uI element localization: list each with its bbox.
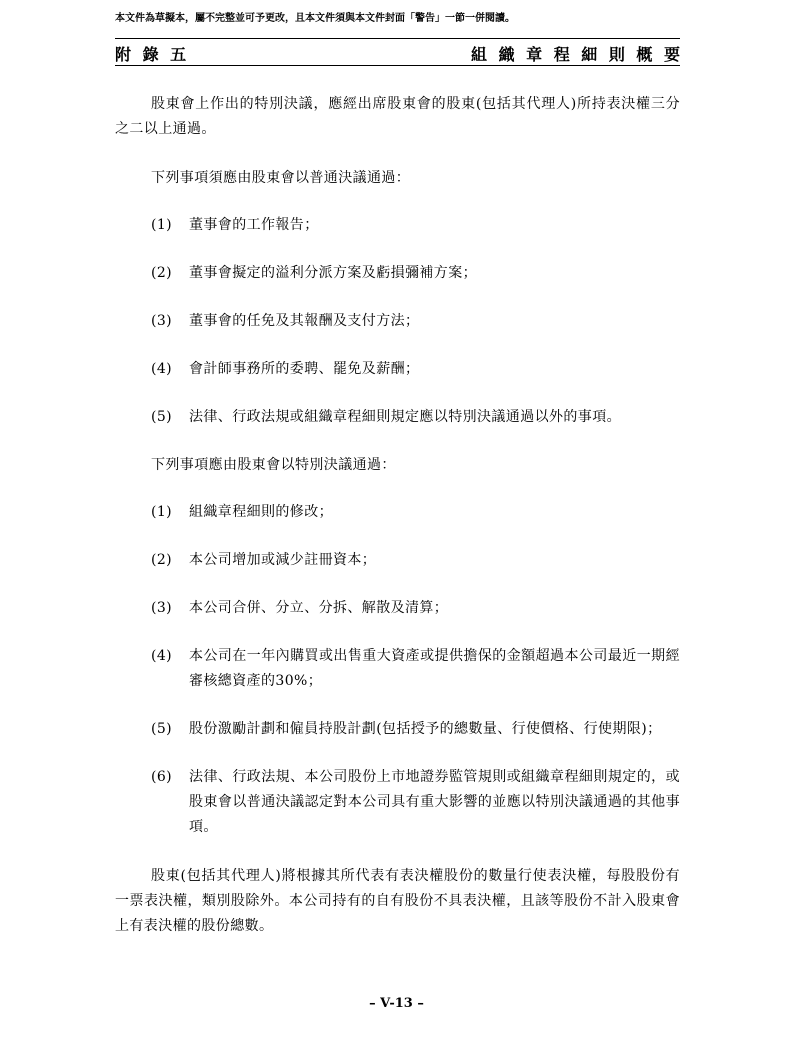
item-text: 本公司在一年內購買或出售重大資產或提供擔保的金額超過本公司最近一期經審核總資產的30%； (189, 648, 680, 689)
item-text: 法律、行政法規或組織章程細則規定應以特別決議通過以外的事項。 (189, 409, 621, 425)
item-text: 本公司增加或減少註冊資本； (189, 552, 377, 568)
item-text: 董事會的任免及其報酬及支付方法； (189, 313, 420, 329)
item-number: (5) (151, 721, 173, 737)
list-item (115, 765, 680, 840)
item-number: (2) (151, 552, 173, 568)
item-text: 本公司合併、分立、分拆、解散及清算； (189, 600, 449, 616)
item-number: (3) (151, 600, 173, 616)
item-text: 會計師事務所的委聘、罷免及薪酬； (189, 361, 420, 377)
list-item (115, 500, 680, 525)
list-item (115, 357, 680, 382)
list-item (115, 717, 680, 742)
item-text: 法律、行政法規、本公司股份上市地證券監管規則或組織章程細則規定的，或股東會以普通決議認定對本公司具有重大影響的並應以特別決議通過的其他事項。 (189, 769, 680, 835)
intro-paragraph: 股東會上作出的特別決議，應經出席股東會的股東(包括其代理人)所持表決權三分之二以上通過。 (115, 96, 680, 137)
item-text: 董事會的工作報告； (189, 217, 319, 233)
special-resolution-lead: 下列事項應由股東會以特別決議通過： (151, 457, 396, 473)
list-item (115, 261, 680, 286)
list-item (115, 596, 680, 621)
ordinary-resolution-lead: 下列事項須應由股東會以普通決議通過： (151, 170, 411, 186)
list-item (115, 405, 680, 430)
item-number: (3) (151, 313, 173, 329)
item-text: 組織章程細則的修改； (189, 504, 333, 520)
page-header (115, 40, 683, 64)
list-item (115, 548, 680, 573)
item-text: 董事會擬定的溢利分派方案及虧損彌補方案； (189, 265, 477, 281)
closing-paragraph: 股東(包括其代理人)將根據其所代表有表決權股份的數量行使表決權，每股股份有一票表決權，類別股除外。本公司持有的自有股份不具表決權，且該等股份不計入股東會上有表決權的股份總數。 (115, 868, 680, 934)
header-rule (115, 65, 680, 66)
header-top-rule (115, 38, 680, 39)
section-title: 組 織 章 程 細 則 概 要 (471, 45, 683, 64)
appendix-title: 附 錄 五 (115, 45, 190, 64)
item-number: (4) (151, 648, 173, 664)
item-text: 股份激勵計劃和僱員持股計劃(包括授予的總數量、行使價格、行使期限)； (189, 721, 662, 737)
item-number: (1) (151, 504, 173, 520)
item-number: (4) (151, 361, 173, 377)
document-body (115, 92, 680, 939)
list-item (115, 309, 680, 334)
list-item (115, 213, 680, 238)
list-item (115, 644, 680, 694)
item-number: (2) (151, 265, 173, 281)
item-number: (6) (151, 769, 173, 785)
item-number: (1) (151, 217, 173, 233)
page-number: – V-13 – (369, 996, 424, 1011)
draft-notice: 本文件為草擬本，屬不完整並可予更改，且本文件須與本文件封面「警告」一節一併閱讀。 (115, 13, 515, 24)
item-number: (5) (151, 409, 173, 425)
